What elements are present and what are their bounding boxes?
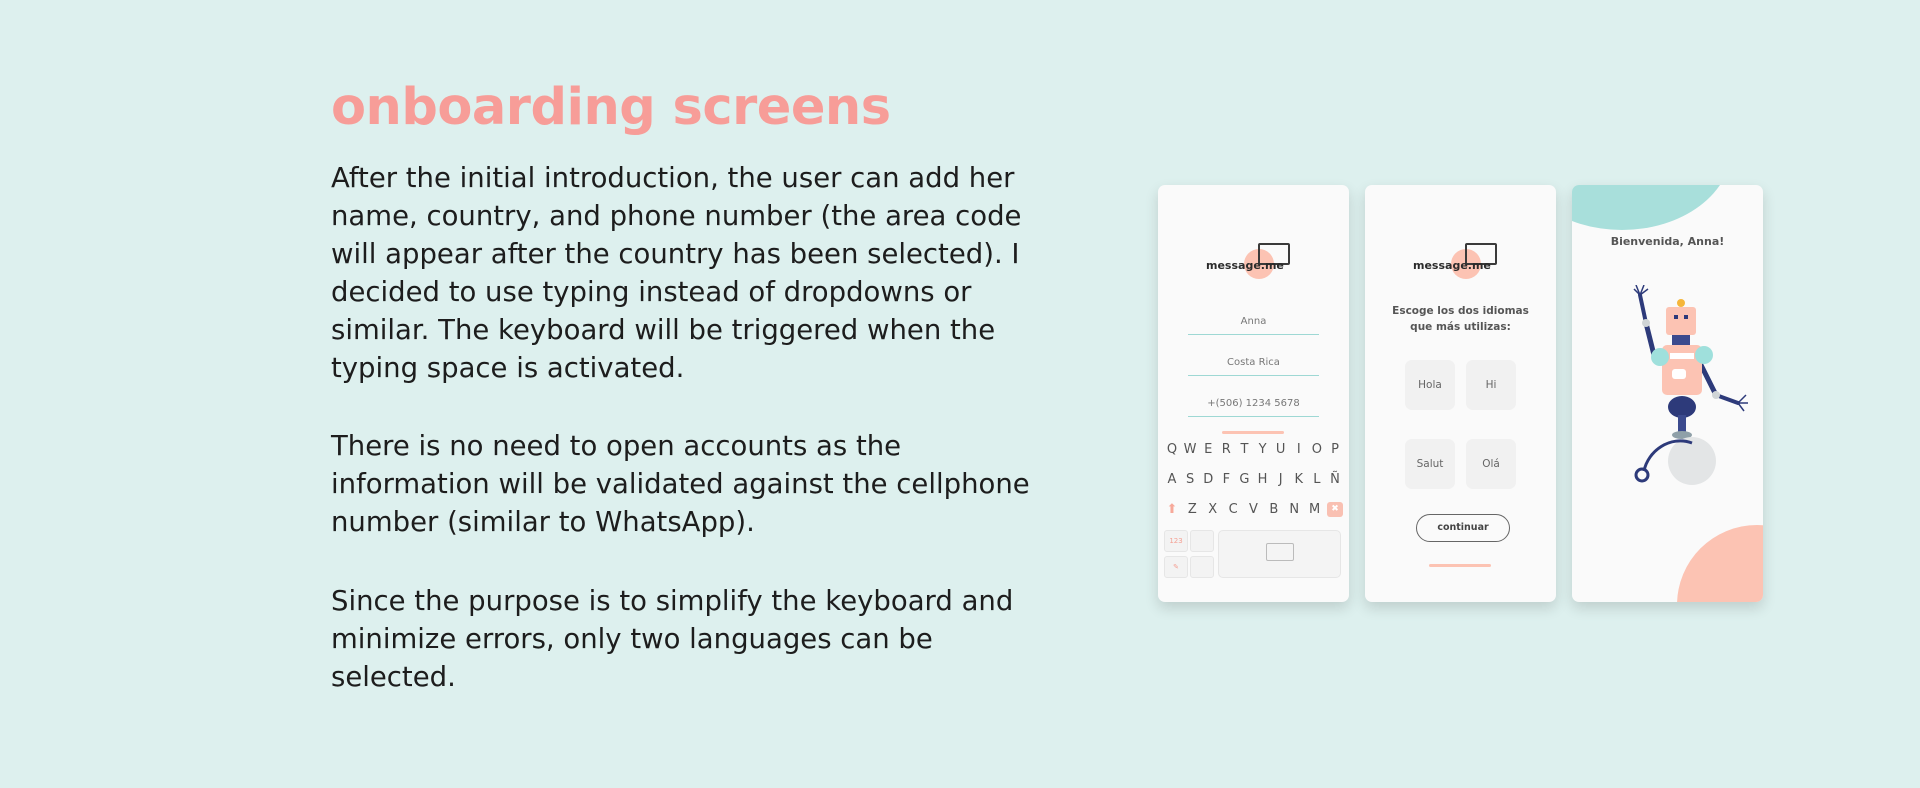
country-field[interactable]: Costa Rica: [1188, 351, 1319, 376]
phone-field[interactable]: +(506) 1234 5678: [1188, 392, 1319, 417]
key[interactable]: O: [1311, 442, 1322, 457]
decorative-shape: [1572, 185, 1732, 230]
paragraph-languages: Since the purpose is to simplify the keyboard and minimize errors, only two languages can be selected.: [331, 585, 1014, 693]
name-field[interactable]: Anna: [1188, 310, 1319, 335]
key[interactable]: Z: [1187, 502, 1197, 517]
keyboard-row-1: [1164, 442, 1343, 457]
key[interactable]: Y: [1258, 442, 1267, 457]
paragraph-accounts: There is no need to open accounts as the information will be validated against the cellphone number (similar to WhatsApp).: [331, 430, 1030, 538]
language-option-ola[interactable]: Olá: [1466, 439, 1516, 489]
language-option-salut[interactable]: Salut: [1405, 439, 1455, 489]
key[interactable]: Q: [1166, 442, 1178, 457]
key[interactable]: M: [1309, 502, 1321, 517]
key[interactable]: V: [1249, 502, 1258, 517]
backspace-icon[interactable]: ✖: [1327, 502, 1343, 517]
key[interactable]: B: [1269, 502, 1279, 517]
key[interactable]: J: [1278, 472, 1283, 487]
keyboard-row-2: [1164, 472, 1343, 487]
key[interactable]: I: [1296, 442, 1301, 457]
key[interactable]: L: [1313, 472, 1321, 487]
decorative-shape: [1677, 525, 1763, 602]
key[interactable]: Ñ: [1330, 472, 1340, 487]
chat-bubble-icon: [1266, 543, 1294, 561]
welcome-message: Bienvenida, Anna!: [1610, 235, 1725, 248]
key[interactable]: U: [1275, 442, 1286, 457]
pencil-icon[interactable]: ✎: [1164, 556, 1188, 578]
progress-indicator: [1429, 564, 1491, 567]
key[interactable]: D: [1203, 472, 1214, 487]
key[interactable]: W: [1183, 442, 1197, 457]
language-question: Escoge los dos idiomas que más utilizas:: [1392, 305, 1529, 333]
key[interactable]: S: [1185, 472, 1195, 487]
key[interactable]: E: [1204, 442, 1213, 457]
numbers-key[interactable]: 123: [1164, 530, 1188, 552]
key[interactable]: P: [1331, 442, 1339, 457]
key[interactable]: A: [1167, 472, 1177, 487]
app-logo: message.me: [1365, 243, 1556, 283]
shift-arrow-icon[interactable]: ⬆: [1166, 502, 1178, 517]
robot-waving-icon: [1600, 285, 1750, 505]
key[interactable]: K: [1294, 472, 1304, 487]
phone-screen-welcome: [1572, 185, 1763, 602]
emoji-key[interactable]: [1190, 530, 1214, 552]
key[interactable]: F: [1222, 472, 1231, 487]
key[interactable]: X: [1208, 502, 1218, 517]
phone-screen-registration: [1158, 185, 1349, 602]
key[interactable]: T: [1240, 442, 1249, 457]
language-option-hola[interactable]: Hola: [1405, 360, 1455, 410]
key[interactable]: C: [1228, 502, 1238, 517]
progress-indicator: [1222, 431, 1284, 434]
continue-button[interactable]: continuar: [1416, 514, 1510, 542]
language-option-hi[interactable]: Hi: [1466, 360, 1516, 410]
key[interactable]: R: [1221, 442, 1231, 457]
key[interactable]: G: [1239, 472, 1250, 487]
dot-key[interactable]: [1190, 556, 1214, 578]
phone-screen-languages: [1365, 185, 1556, 602]
key[interactable]: N: [1289, 502, 1300, 517]
space-key[interactable]: [1218, 530, 1341, 578]
paragraph-intro: After the initial introduction, the user can add her name, country, and phone number (the area code will appear after the country has been selected). I decided to use typing instead of dropdowns or similar. The keyboard will be triggered when the typing space is activated.: [331, 162, 1022, 384]
key[interactable]: H: [1257, 472, 1268, 487]
keyboard-row-3: [1164, 502, 1343, 517]
section-title: onboarding screens: [331, 78, 891, 137]
app-logo: message.me: [1158, 243, 1349, 283]
